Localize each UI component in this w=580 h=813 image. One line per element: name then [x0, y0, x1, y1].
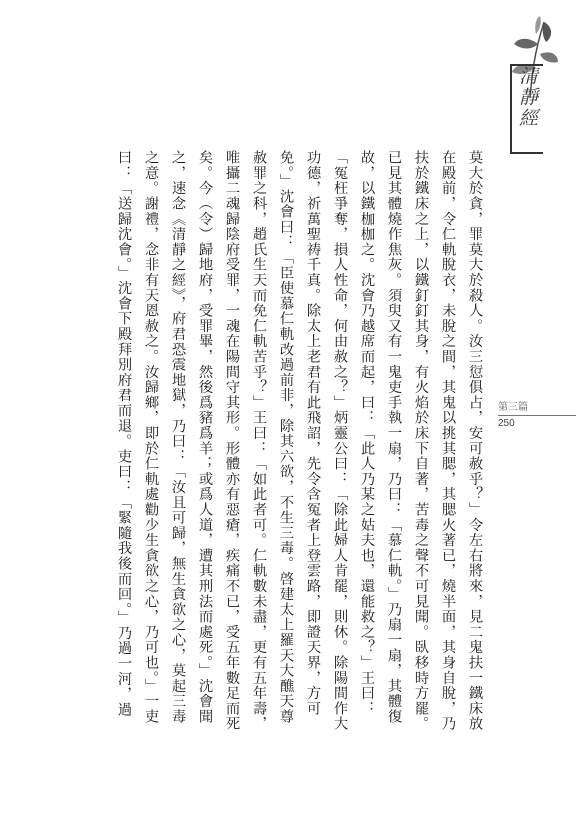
text-column: 扶於鐵床之上，以鐵釘釘其身，有火焰於床下自著，苦毒之聲不可見聞。臥移時方罷。	[413, 150, 429, 732]
text-column: 免。」沈會曰：「臣使慕仁軌改過前非，除其六欲，不生三毒。啓建太上羅天大醮天尊	[278, 150, 294, 725]
text-column: 「冤枉爭奪，損人性命，何由赦之？」炳靈公曰：「除此婦人肯罷，則休。除陽間作大	[332, 150, 348, 732]
text-column: 之意。謝禮，念非有天恩赦之。汝歸鄉，即於仁軌處勸少生貪欲之心，乃可也。」一吏	[143, 150, 159, 725]
text-column: 曰：「送歸沈會。」沈會下殿拜別府君而退。吏曰：「緊隨我後而回。」乃過一河，過	[116, 150, 132, 718]
book-title-bracket	[510, 64, 543, 154]
book-title: 清靜經	[516, 66, 538, 129]
text-column: 故，以鐵枷枷之。沈會乃越席而起，曰：「此人乃某之姑夫也，還能救之？」王曰：	[359, 150, 375, 717]
divider-rule	[498, 415, 576, 416]
text-column: 赦罪之科，趙氏生天而免仁軌苦乎？」王曰：「如此者可。仁軌數未盡，更有五年壽，	[251, 150, 267, 732]
chapter-info	[498, 398, 576, 429]
text-column: 矣。今（令）歸地府，受罪畢，然後爲豬爲羊；或爲人道，遭其刑法而處死。」沈會聞	[197, 150, 213, 725]
page-number: 250	[498, 418, 515, 429]
text-column: 莫大於貪，罪莫大於殺人。汝三愆俱占，安可赦乎？」令左右將來，見二鬼扶一鐵床放	[467, 150, 483, 732]
text-column: 已見其體燒作焦灰。須臾又有一鬼吏手執一扇，乃曰：「慕仁軌。」乃扇一扇，其體復	[386, 150, 402, 725]
text-columns	[110, 150, 488, 740]
text-column: 唯攝二魂歸陰府受罪，一魂在陽間守其形。形體亦有惡瘡，疾痛不已，受五年數足而死	[224, 150, 240, 732]
text-column: 在殿前，令仁軌脫衣，未脫之間，其鬼以挑其腮，其腮火著已，燒半面，其身自脫，乃	[440, 150, 456, 732]
text-column: 之，速念《清靜之經》，府君恐震地獄，乃曰：「汝且可歸，無生貪欲之心，莫起三毒	[170, 150, 186, 725]
body-text	[110, 150, 488, 740]
chapter-label: 第三篇	[498, 402, 528, 413]
text-column: 功德，祈萬聖祷千真。除太上老君有此飛詔，先令含冤者上登雲路，即證天界，方可	[305, 150, 321, 717]
